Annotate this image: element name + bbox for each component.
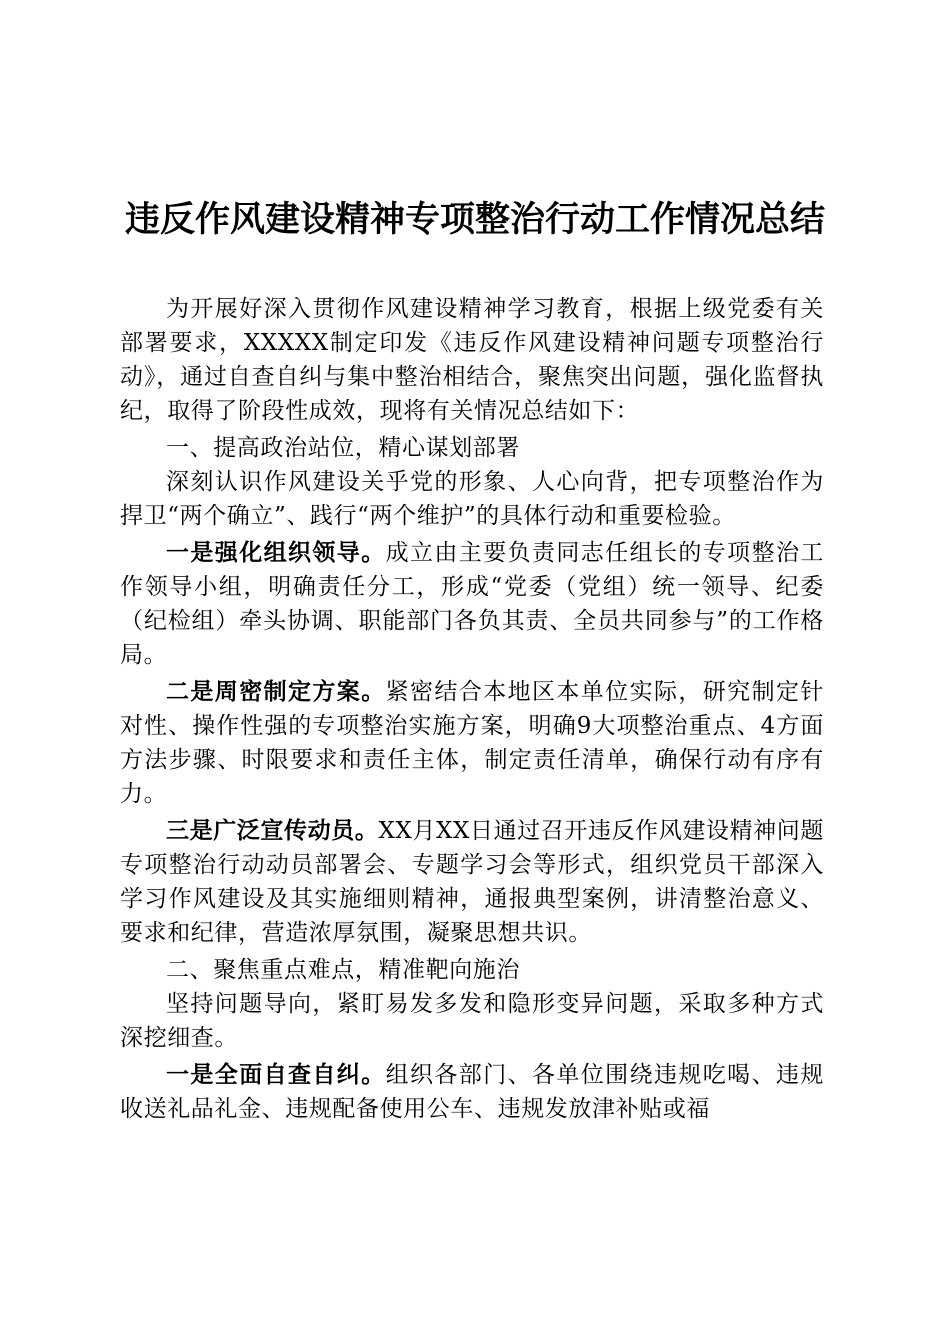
paragraph-plan <box>120 675 824 811</box>
paragraph-text: 组织各部门、各单位围绕违规吃喝、违规收送礼品礼金、违规配备使用公车、违规发放津补贴或福 <box>120 1062 824 1122</box>
section-heading-1: 一、提高政治站位，精心谋划部署 <box>166 435 520 461</box>
paragraph-lead: 一是全面自查自纠。 <box>166 1061 386 1088</box>
paragraph-text: 紧密结合本地区本单位实际，研究制定针对性、操作性强的专项整治实施方案，明确9大项整治重点、4方面方法步骤、时限要求和责任主体，制定责任清单，确保行动有序有力。 <box>120 679 824 807</box>
paragraph-organization <box>120 536 824 672</box>
paragraph-lead: 三是广泛宣传动员。 <box>166 817 379 844</box>
section-summary-1: 深刻认识作风建设关乎党的形象、人心向背，把专项整治作为捍卫“两个确立”、践行“两个维护”的具体行动和重要检验。 <box>120 469 824 529</box>
paragraph-self-check <box>120 1058 824 1126</box>
section-heading-2: 二、聚焦重点难点，精准靶向施治 <box>166 957 520 983</box>
intro-paragraph: 为开展好深入贯彻作风建设精神学习教育，根据上级党委有关部署要求，XXXXX制定印发《违反作风建设精神问题专项整治行动》，通过自查自纠与集中整治相结合，聚焦突出问题，强化监督执纪，取得了阶段性成效，现将有关情况总结如下： <box>120 296 824 424</box>
document-title: 违反作风建设精神专项整治行动工作情况总结 <box>124 199 825 240</box>
paragraph-text: 成立由主要负责同志任组长的专项整治工作领导小组，明确责任分工，形成“党委（党组）统一领导、纪委（纪检组）牵头协调、职能部门各负其责、全员共同参与”的工作格局。 <box>120 540 824 668</box>
paragraph-lead: 一是强化组织领导。 <box>166 539 386 566</box>
document-body <box>120 292 824 1126</box>
paragraph-lead: 二是周密制定方案。 <box>166 678 386 705</box>
section-summary-2: 坚持问题导向，紧盯易发多发和隐形变异问题，采取多种方式深挖细查。 <box>120 991 824 1051</box>
paragraph-text: XX月XX日通过召开违反作风建设精神问题专项整治行动动员部署会、专题学习会等形式，组织党员干部深入学习作风建设及其实施细则精神，通报典型案例，讲清整治意义、要求和纪律，营造浓厚氛围，凝聚思想共识。 <box>120 818 824 946</box>
paragraph-mobilization <box>120 814 824 950</box>
